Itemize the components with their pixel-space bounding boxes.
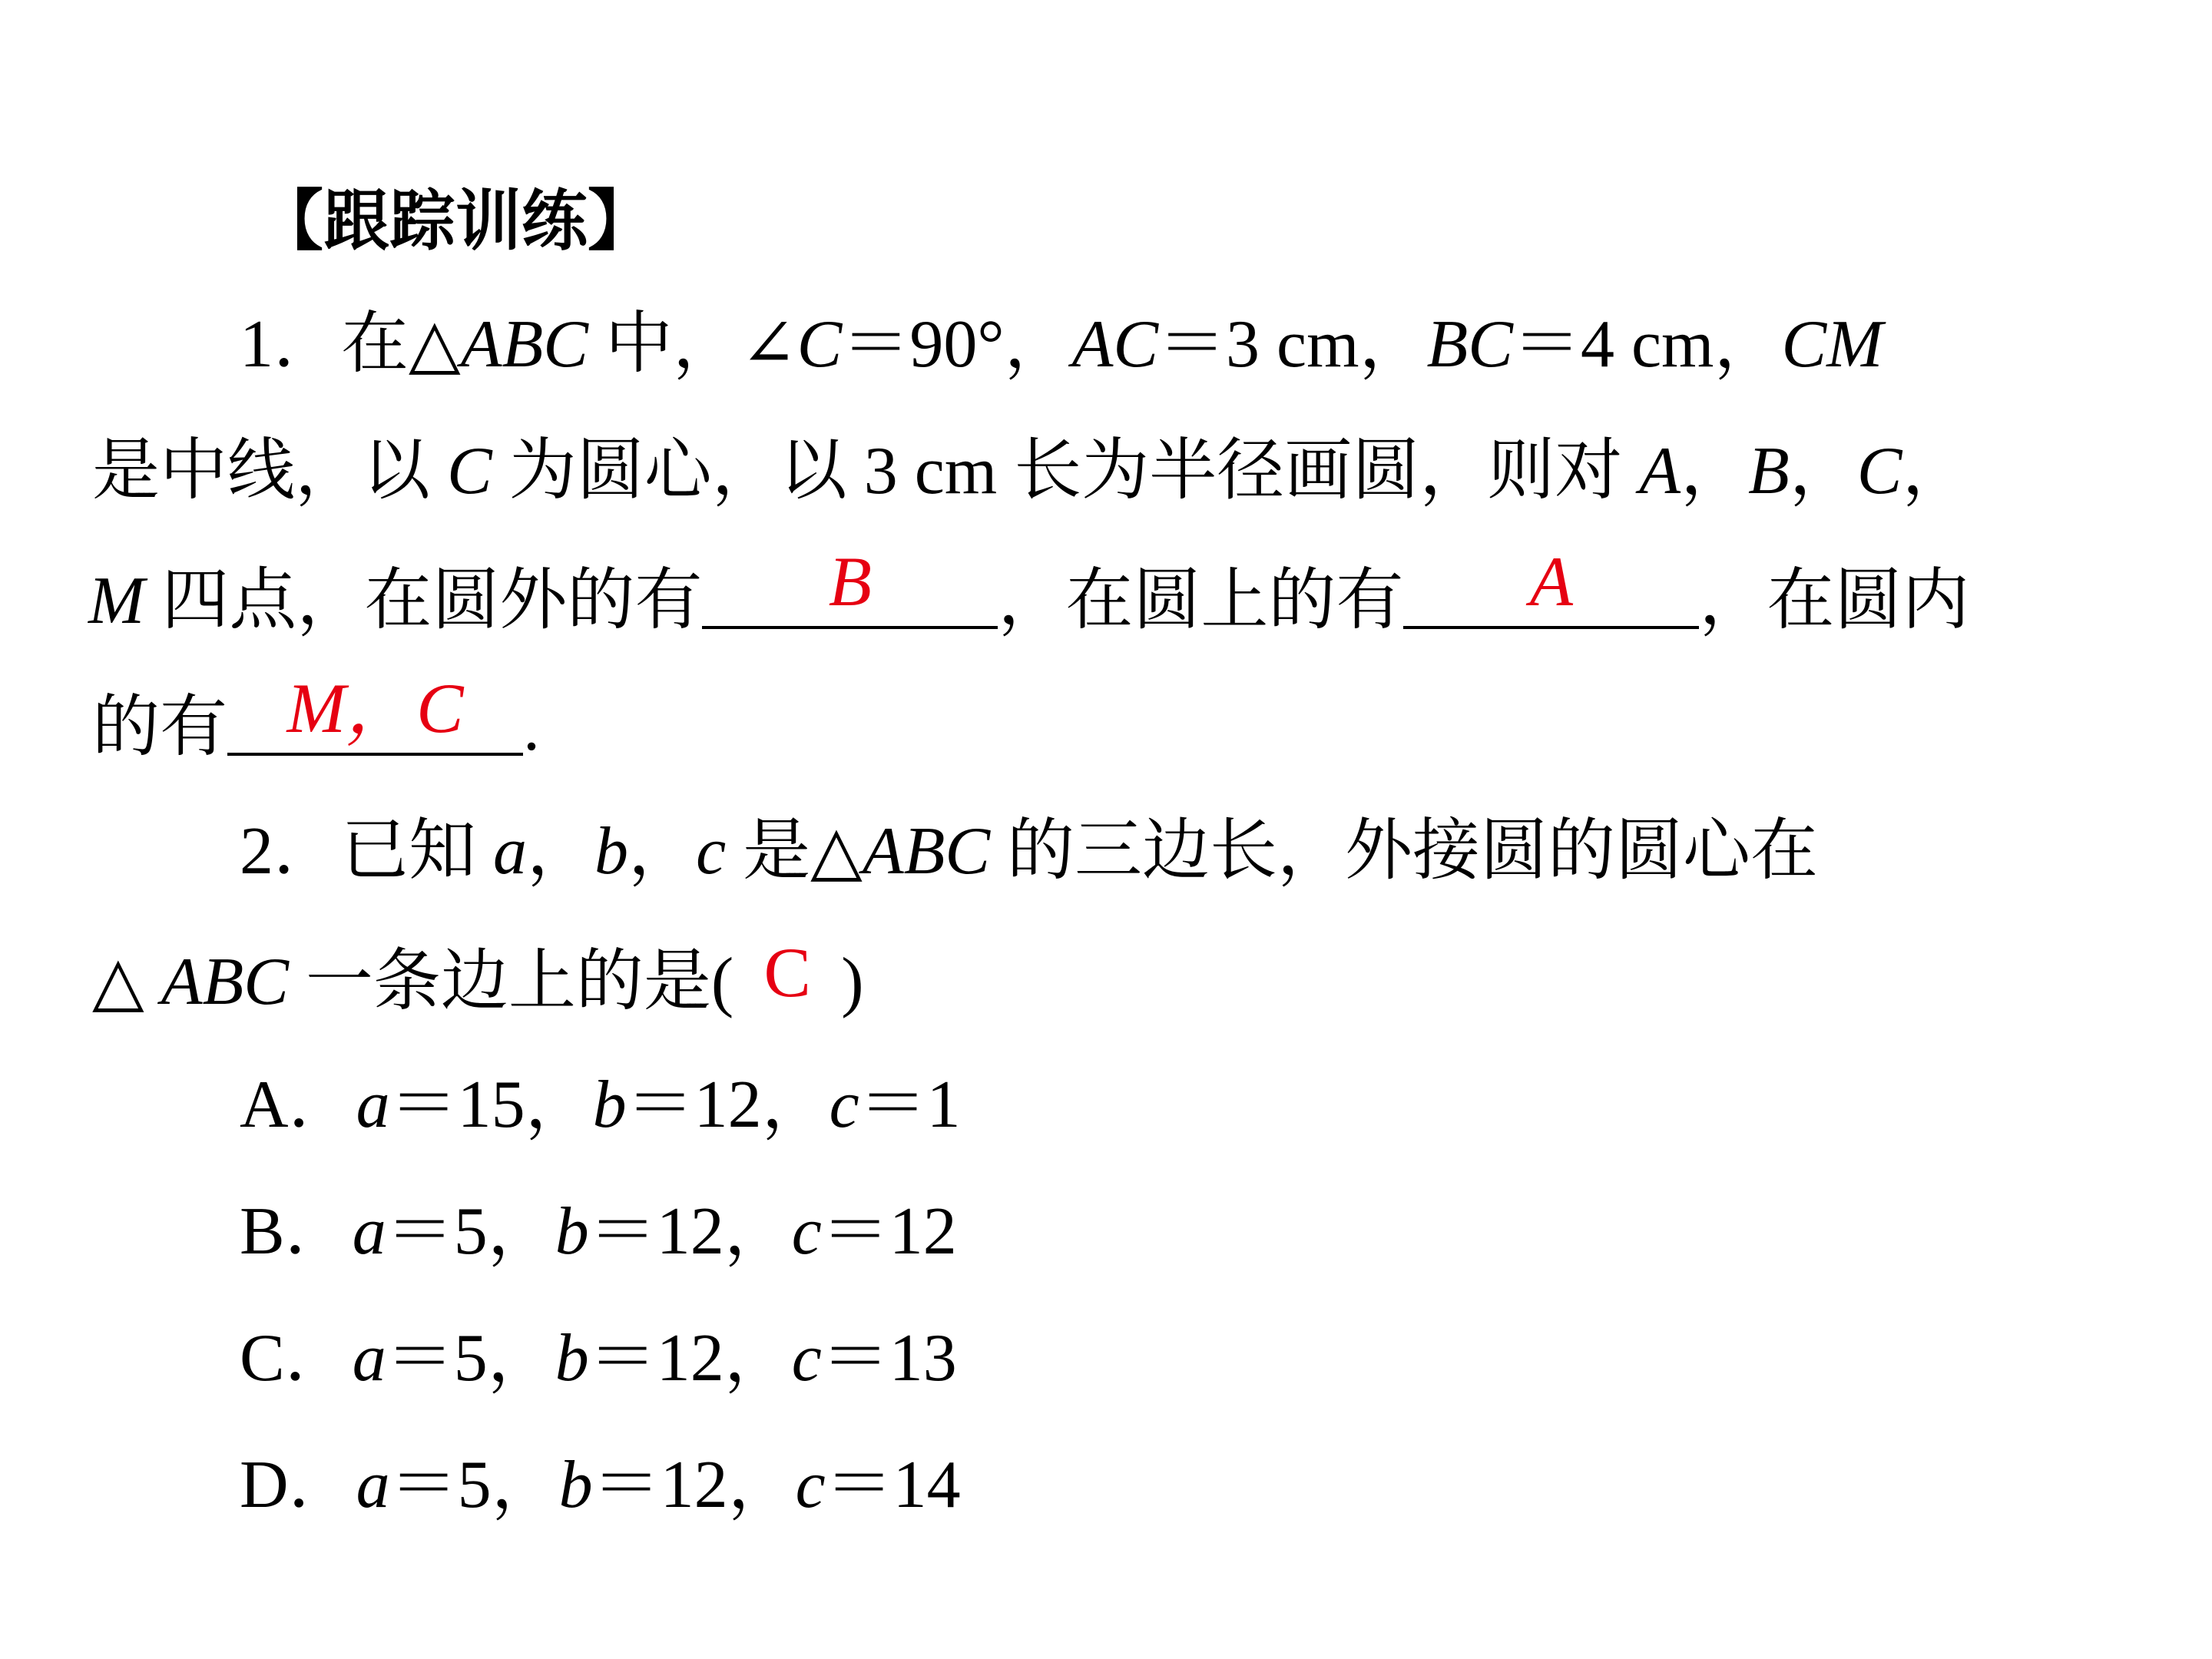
option-text: ＝1 [859,1068,961,1142]
q2-var: c [696,814,727,889]
option-text: ＝14 [825,1448,961,1522]
option-var: a [356,1068,390,1142]
q1-var: C [447,434,492,508]
q1-line-4 [92,669,541,765]
q1-line-2 [92,434,1970,508]
option-text: ＝12， [588,1321,792,1396]
q1-var: A [1639,434,1681,508]
option-var: c [795,1448,826,1522]
q2-text: △ [92,945,161,1019]
answer-on: A [1529,542,1573,621]
option-var: a [352,1194,386,1269]
q1-text: 中，∠ [588,307,797,382]
q2-text: ， [628,814,697,889]
option-b[interactable] [240,1194,957,1269]
q2-text: 一条边上的是( [288,945,734,1019]
q1-number: 1． [240,307,342,382]
option-text: ＝12， [592,1448,796,1522]
option-text: ＝12， [626,1068,830,1142]
option-var: a [356,1448,390,1522]
q1-text: ， [1789,434,1857,508]
q2-line-2 [92,933,864,1019]
option-a[interactable] [240,1068,961,1142]
q1-text: ，在圆内 [1699,564,1970,638]
q1-text: ＝4 cm， [1512,307,1782,382]
q1-text: ， [1902,434,1970,508]
option-text: ＝5， [386,1321,555,1396]
option-text: ＝15， [389,1068,593,1142]
answer-choice: C [763,933,811,1012]
section-title: 【跟踪训练】 [257,183,654,260]
q1-text: ＝90°， [842,307,1072,382]
answer-blank-on[interactable] [1403,542,1699,629]
answer-blank-inside[interactable] [227,669,523,756]
q2-text: 的三边长，外接圆的圆心在 [990,814,1819,889]
option-var: a [352,1321,386,1396]
option-label: C． [240,1321,353,1396]
q1-line-1 [240,307,1883,382]
q2-var: a [493,814,528,889]
q1-text: 在△ [341,307,461,382]
q2-text: 已知 [341,814,494,889]
option-var: b [558,1448,593,1522]
q1-var: C [796,307,843,382]
q1-var: BC [1426,307,1513,382]
option-label: B． [240,1194,353,1269]
q1-var: B [1748,434,1790,508]
option-text: ＝13 [821,1321,957,1396]
option-var: b [555,1194,589,1269]
q1-text: 是中线，以 [92,434,448,508]
option-text: ＝12 [821,1194,957,1269]
q2-line-1 [240,814,1819,889]
q2-var: b [594,814,629,889]
q1-text: 的有 [92,690,228,765]
option-var: b [555,1321,589,1396]
q1-var: M [88,564,145,638]
q2-number: 2． [240,814,342,889]
option-text: ＝5， [389,1448,559,1522]
q1-text: . [523,690,541,765]
q1-text: 为圆心，以 3 cm 长为半径画圆，则对 [492,434,1640,508]
option-var: c [791,1194,822,1269]
option-label: D． [240,1448,356,1522]
option-var: c [791,1321,822,1396]
option-label: A． [240,1068,356,1142]
q1-var: C [1856,434,1902,508]
q2-text: ) [841,945,864,1019]
q1-text: ，在圆上的有 [998,564,1404,638]
q1-var: ABC [460,307,588,382]
q1-var: CM [1781,307,1883,382]
q2-text: ， [527,814,595,889]
answer-outside: B [828,542,872,621]
option-var: c [829,1068,859,1142]
option-text: ＝12， [588,1194,792,1269]
option-c[interactable] [240,1321,957,1396]
q1-var: AC [1071,307,1159,382]
q2-var: ABC [161,945,289,1019]
answer-blank-outside[interactable] [702,542,998,629]
option-d[interactable] [240,1448,961,1522]
option-var: b [592,1068,627,1142]
answer-inside: M，C [286,669,464,747]
q1-text: 四点，在圆外的有 [144,564,703,638]
option-text: ＝5， [386,1194,555,1269]
q2-text: 是△ [726,814,863,889]
q2-var: ABC [862,814,991,889]
q1-text: ， [1681,434,1749,508]
q1-line-3 [88,542,1970,638]
q1-text: ＝3 cm， [1158,307,1427,382]
